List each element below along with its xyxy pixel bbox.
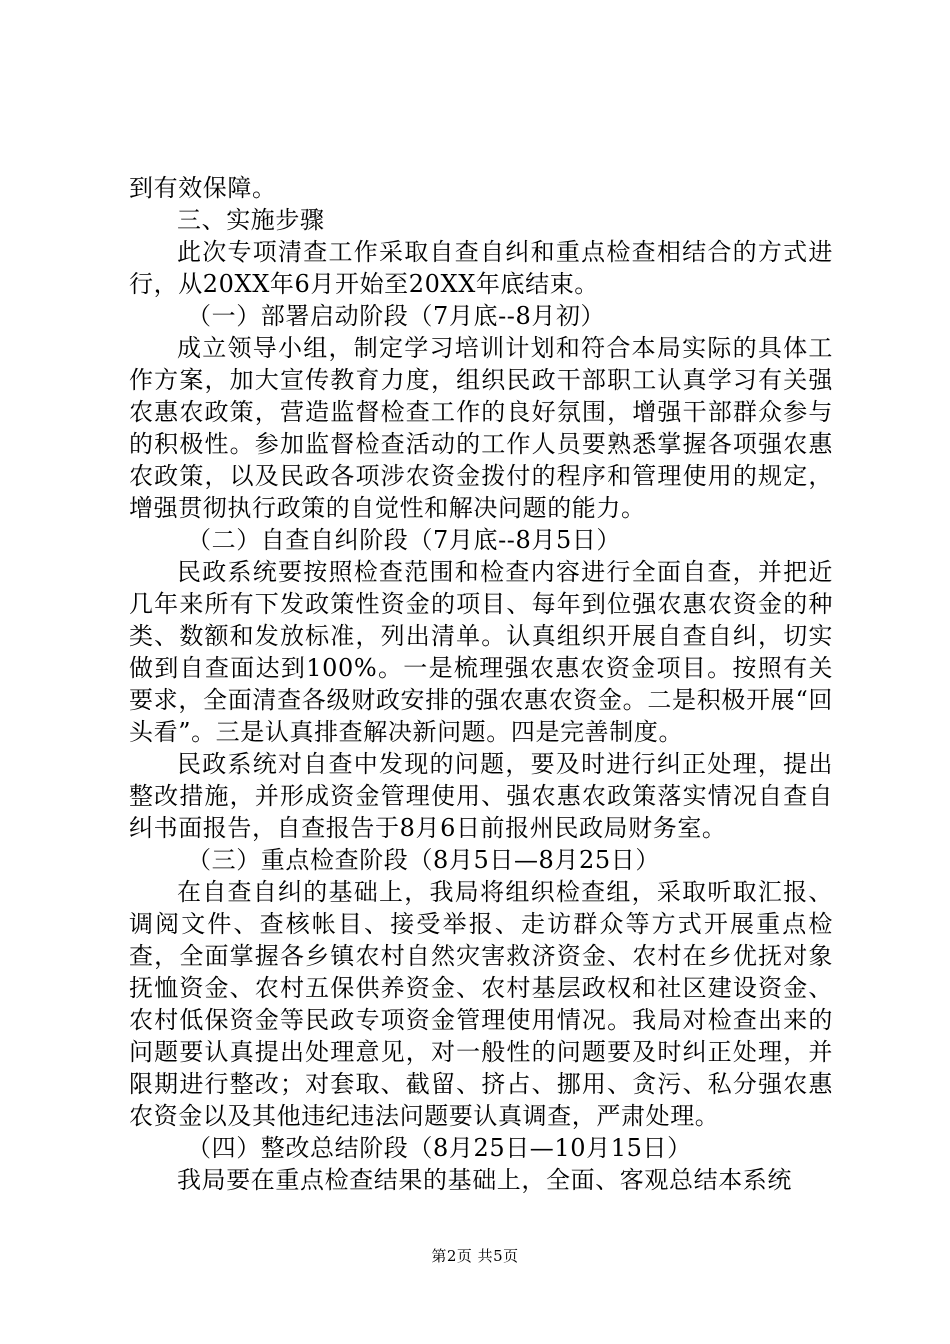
paragraph-continuation: 到有效保障。 [129, 174, 277, 202]
paragraph-phase-2-a: 民政系统要按照检查范围和检查内容进行全面自查，并把近几年来所有下发政策性资金的项目、每年到位强农惠农资金的种类、数额和发放标准，列出清单。认真组织开展自查自纠，切实做到自查面达到100%。一是梳理强农惠农资金项目。按照有关要求，全面清查各级财政安排的强农惠农资金。二是积极开展“回头看”。三是认真排查解决新问题。四是完善制度。 [129, 558, 833, 746]
page-number-footer: 第2页 共5页 [431, 1247, 519, 1265]
section-heading-implementation-steps: 三、实施步骤 [177, 206, 325, 234]
document-body [129, 172, 833, 1196]
subheading-phase-3: （三）重点检查阶段（8月5日—8月25日） [187, 846, 660, 874]
paragraph-phase-4: 我局要在重点检查结果的基础上，全面、客观总结本系统 [177, 1166, 792, 1194]
paragraph-overview: 此次专项清查工作采取自查自纠和重点检查相结合的方式进行，从20XX年6月开始至20XX年底结束。 [129, 238, 833, 298]
subheading-phase-4: （四）整改总结阶段（8月25日—10月15日） [187, 1134, 692, 1162]
subheading-phase-1: （一）部署启动阶段（7月底--8月初） [187, 302, 606, 330]
paragraph-phase-3: 在自查自纠的基础上，我局将组织检查组，采取听取汇报、调阅文件、查核帐目、接受举报、走访群众等方式开展重点检查，全面掌握各乡镇农村自然灾害救济资金、农村在乡优抚对象抚恤资金、农村五保供养资金、农村基层政权和社区建设资金、农村低保资金等民政专项资金管理使用情况。我局对检查出来的问题要认真提出处理意见，对一般性的问题要及时纠正处理，并限期进行整改；对套取、截留、挤占、挪用、贪污、私分强农惠农资金以及其他违纪违法问题要认真调查，严肃处理。 [129, 878, 833, 1130]
paragraph-phase-1: 成立领导小组，制定学习培训计划和符合本局实际的具体工作方案，加大宣传教育力度，组织民政干部职工认真学习有关强农惠农政策，营造监督检查工作的良好氛围，增强干部群众参与的积极性。参加监督检查活动的工作人员要熟悉掌握各项强农惠农政策，以及民政各项涉农资金拨付的程序和管理使用的规定，增强贯彻执行政策的自觉性和解决问题的能力。 [129, 334, 833, 522]
paragraph-phase-2-b: 民政系统对自查中发现的问题，要及时进行纠正处理，提出整改措施，并形成资金管理使用、强农惠农政策落实情况自查自纠书面报告，自查报告于8月6日前报州民政局财务室。 [129, 750, 833, 842]
subheading-phase-2: （二）自查自纠阶段（7月底--8月5日） [187, 526, 622, 554]
